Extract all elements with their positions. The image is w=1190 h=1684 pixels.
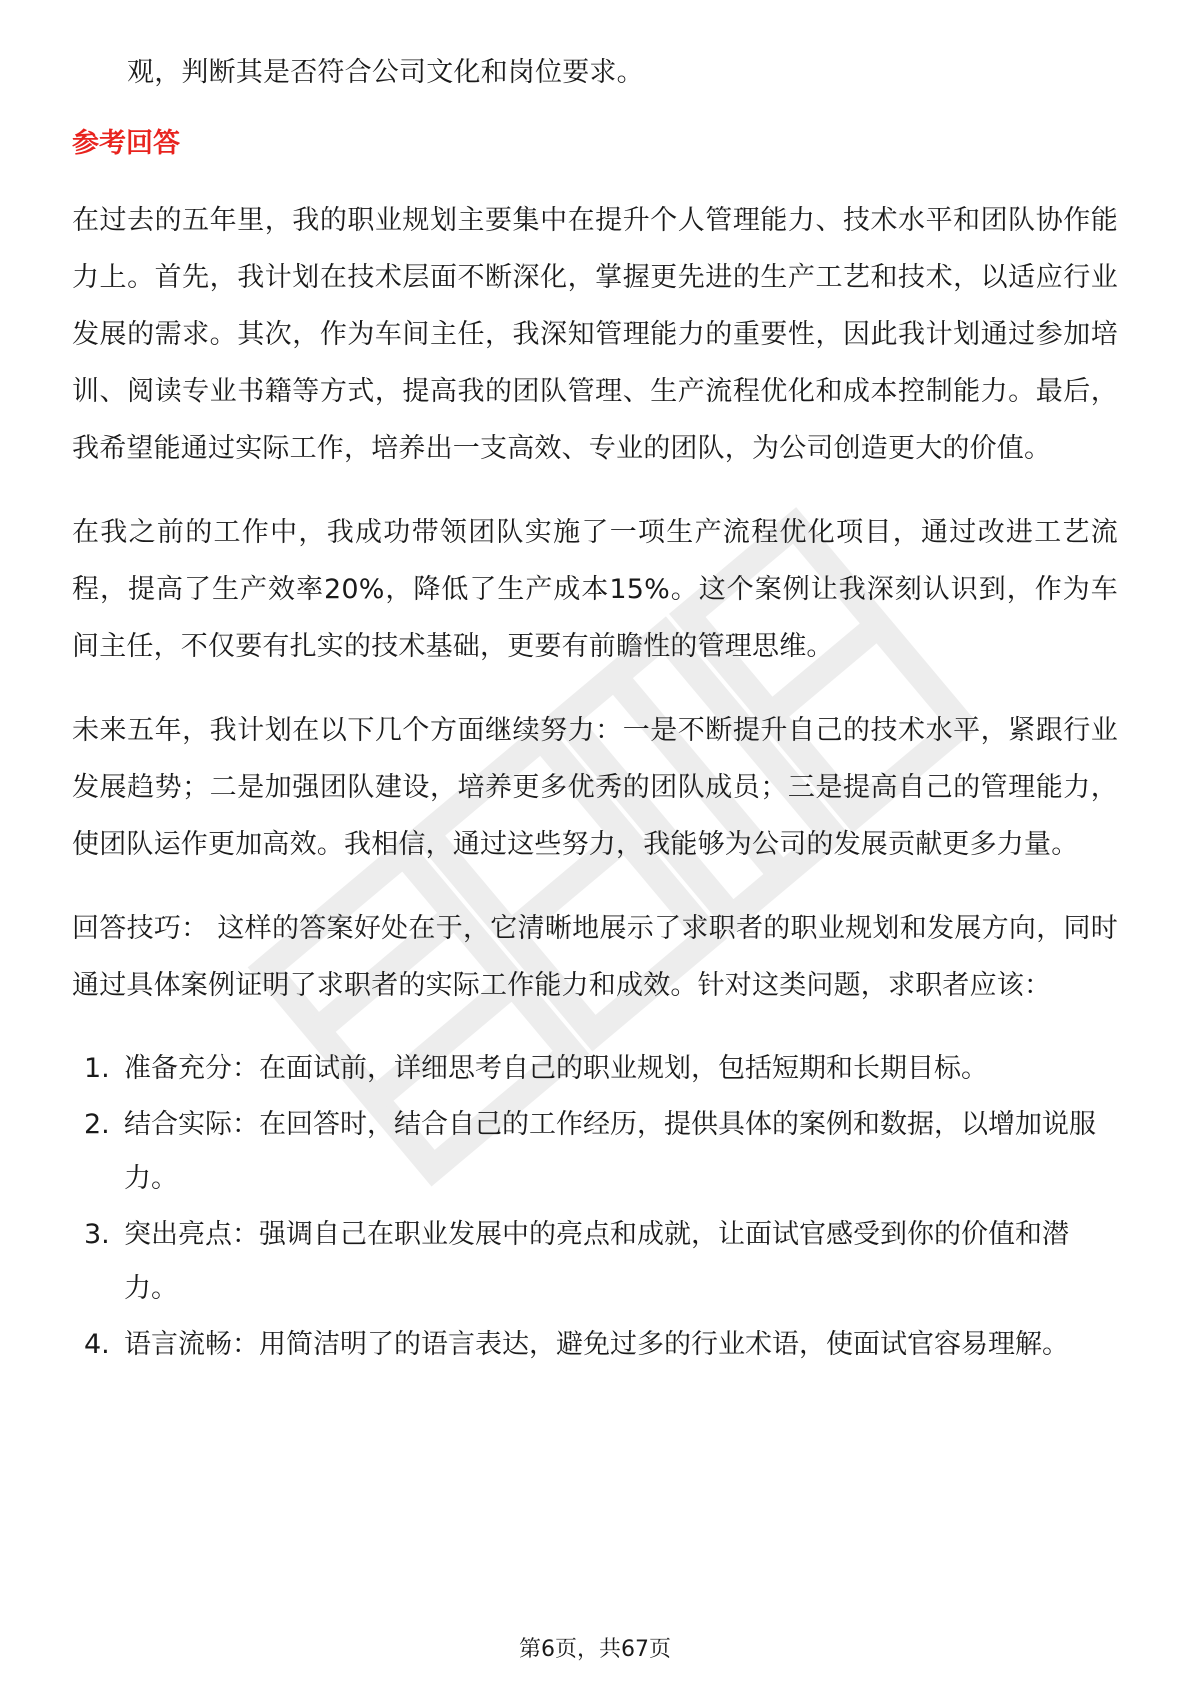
- list-item: [72, 1098, 1118, 1206]
- list-item-number: 1.: [84, 1053, 110, 1084]
- continuation-line: 观，判断其是否符合公司文化和岗位要求。: [127, 57, 644, 88]
- list-item-number: 4.: [84, 1329, 110, 1360]
- list-item-number: 2.: [84, 1109, 110, 1140]
- tips-intro-paragraph: 回答技巧： 这样的答案好处在于，它清晰地展示了求职者的职业规划和发展方向，同时通过具体案例证明了求职者的实际工作能力和成效。针对这类问题，求职者应该：: [72, 913, 1118, 1001]
- list-item-text: 结合实际：在回答时，结合自己的工作经历，提供具体的案例和数据，以增加说服力。: [124, 1109, 1096, 1194]
- list-item-text: 语言流畅：用简洁明了的语言表达，避免过多的行业术语，使面试官容易理解。: [124, 1329, 1069, 1360]
- list-item-text: 突出亮点：强调自己在职业发展中的亮点和成就，让面试官感受到你的价值和潜力。: [124, 1219, 1069, 1304]
- page-number: 第6页，共67页: [519, 1637, 671, 1662]
- document-body: [72, 44, 1118, 1374]
- tips-list: [72, 1042, 1118, 1372]
- list-item: [72, 1318, 1118, 1372]
- list-item: [72, 1042, 1118, 1096]
- list-item-text: 准备充分：在面试前，详细思考自己的职业规划，包括短期和长期目标。: [124, 1053, 988, 1084]
- answer-paragraph-2: 在我之前的工作中，我成功带领团队实施了一项生产流程优化项目，通过改进工艺流程，提高了生产效率20%，降低了生产成本15%。这个案例让我深刻认识到，作为车间主任，不仅要有扎实的技术基础，更要有前瞻性的管理思维。: [72, 517, 1118, 662]
- answer-paragraph-3: 未来五年，我计划在以下几个方面继续努力：一是不断提升自己的技术水平，紧跟行业发展趋势；二是加强团队建设，培养更多优秀的团队成员；三是提高自己的管理能力，使团队运作更加高效。我相信，通过这些努力，我能够为公司的发展贡献更多力量。: [72, 715, 1118, 860]
- list-item: [72, 1208, 1118, 1316]
- answer-paragraph-1: 在过去的五年里，我的职业规划主要集中在提升个人管理能力、技术水平和团队协作能力上。首先，我计划在技术层面不断深化，掌握更先进的生产工艺和技术，以适应行业发展的需求。其次，作为车间主任，我深知管理能力的重要性，因此我计划通过参加培训、阅读专业书籍等方式，提高我的团队管理、生产流程优化和成本控制能力。最后，我希望能通过实际工作，培养出一支高效、专业的团队，为公司创造更大的价值。: [72, 205, 1118, 464]
- section-heading: 参考回答: [72, 128, 180, 159]
- list-item-number: 3.: [84, 1219, 110, 1250]
